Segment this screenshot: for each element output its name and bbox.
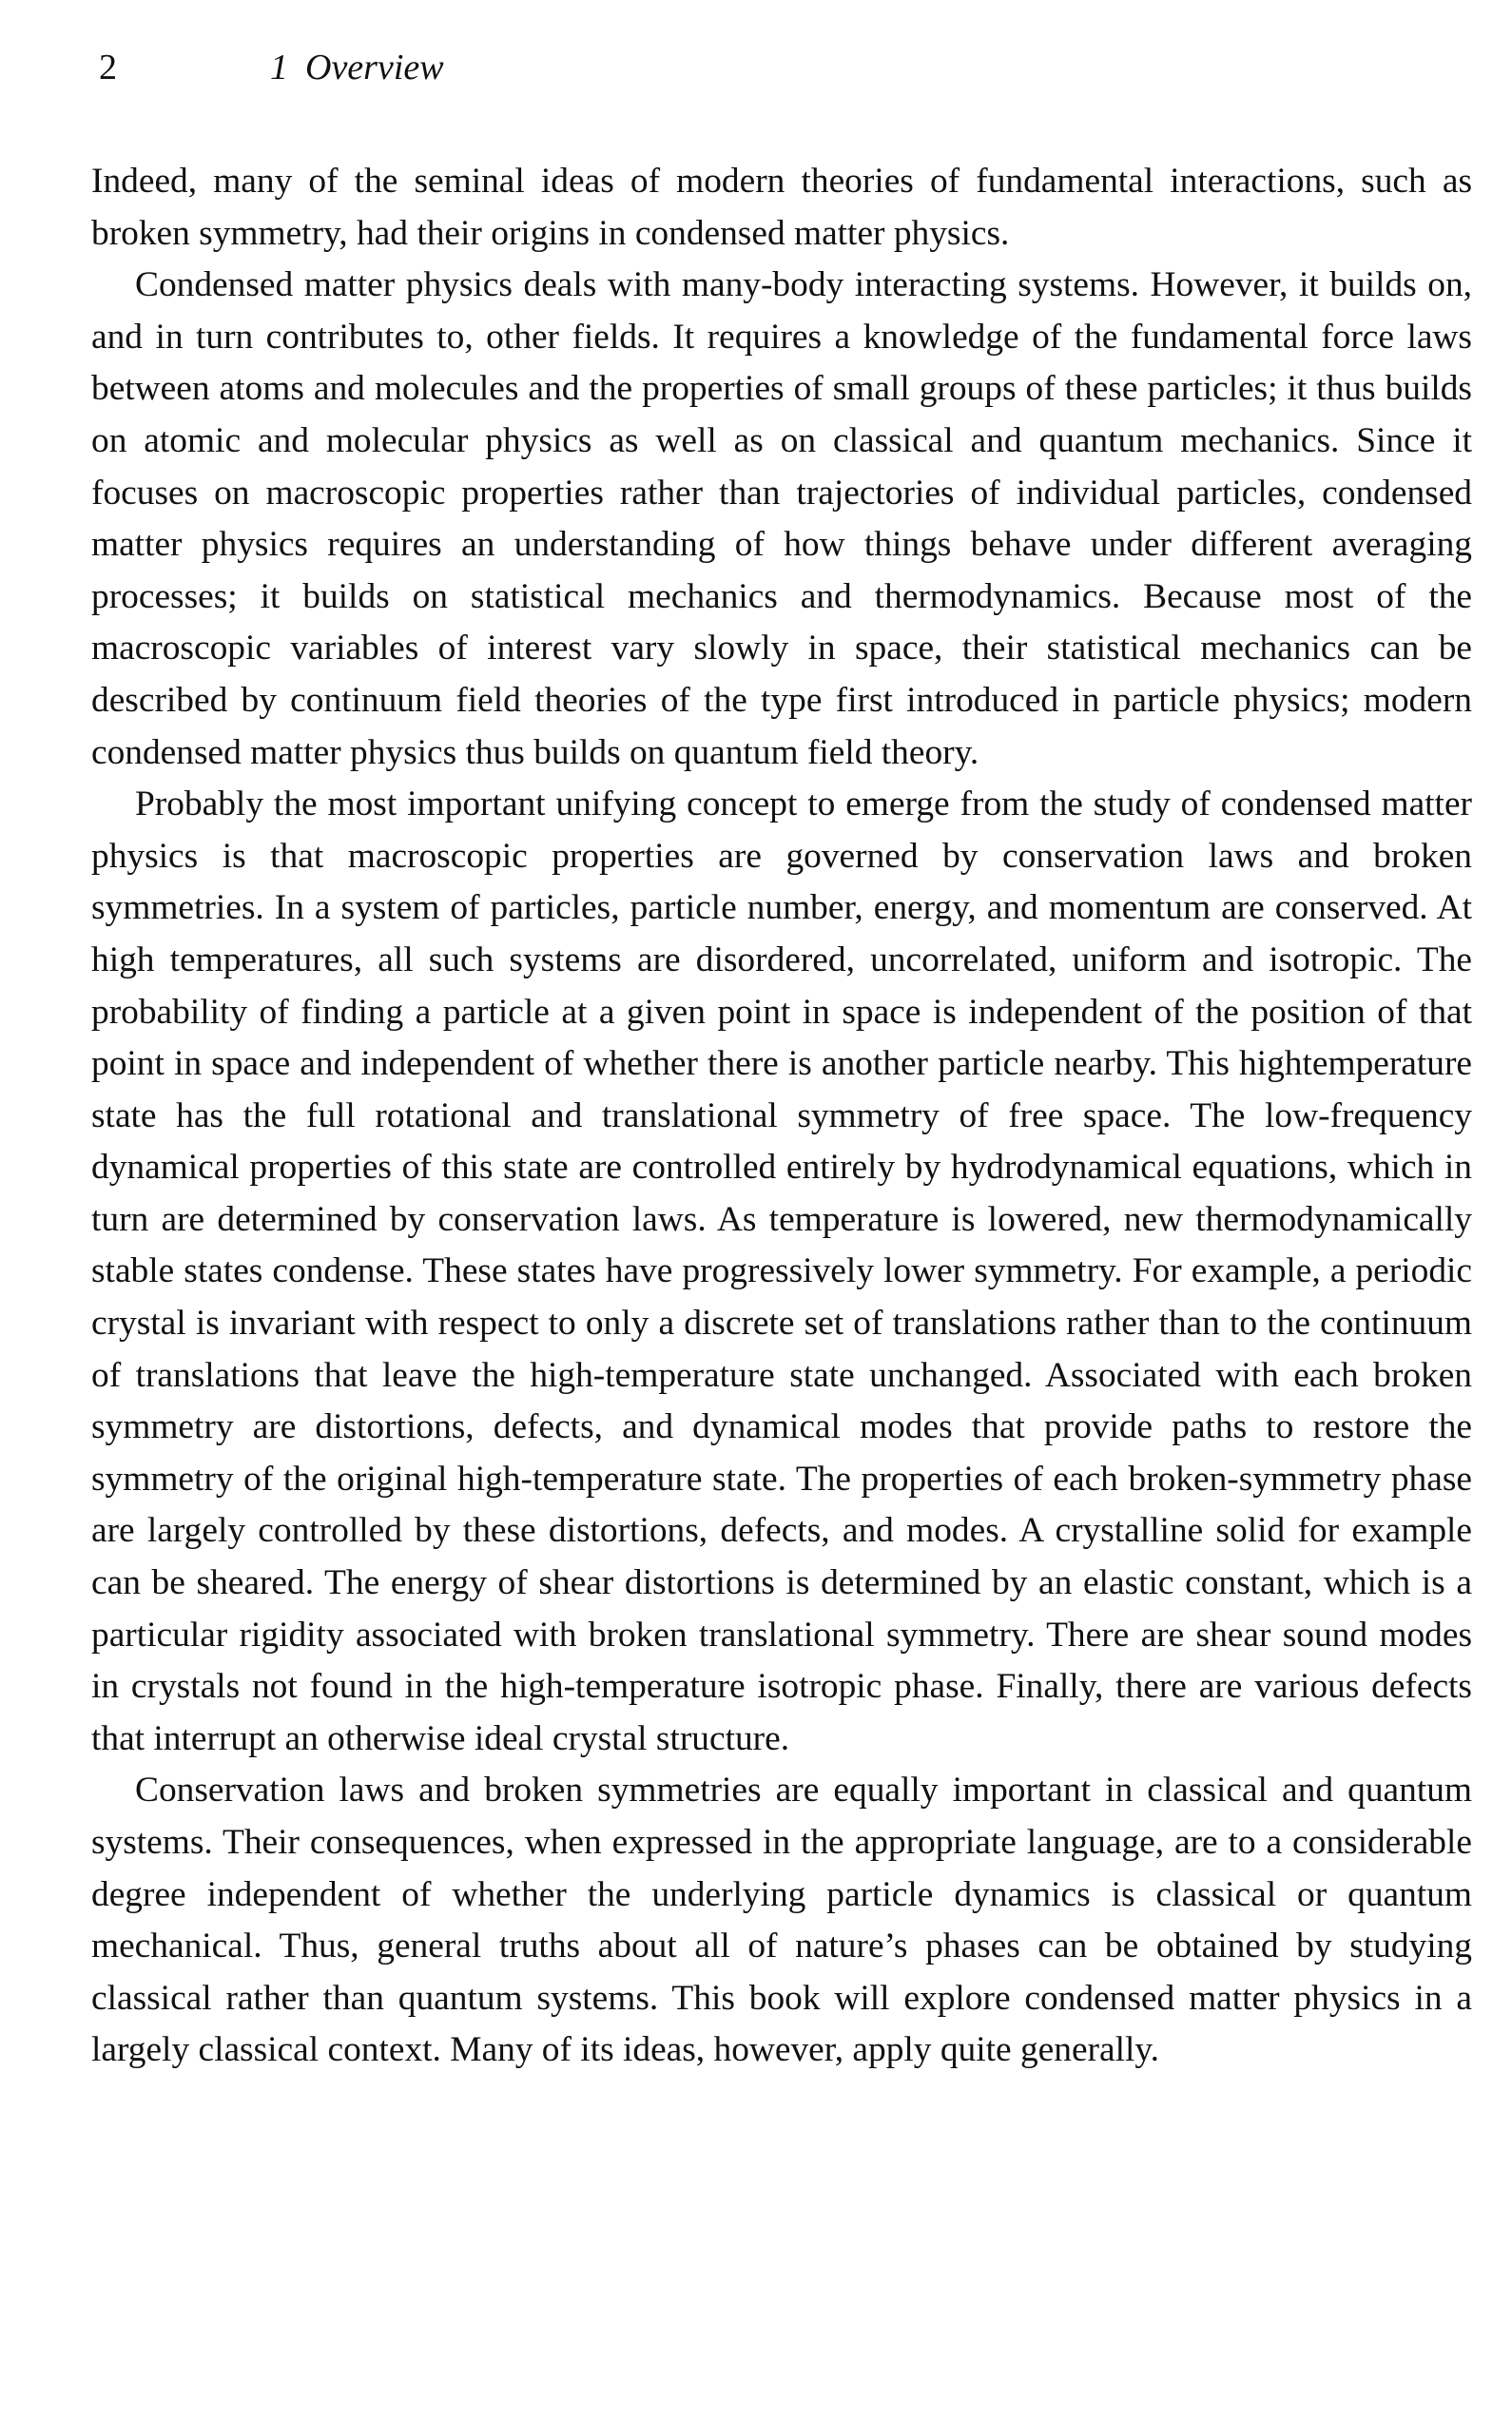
body-text (91, 156, 1472, 2077)
chapter-title: Overview (305, 48, 444, 87)
running-head (99, 49, 444, 86)
paragraph-broken-symmetry: Probably the most important unifying concept to emerge from the study of condensed matter physics is that macroscopic properties are governed by conservation laws and broken symmetries. In a system of particles, particle number, energy, and momentum are conserved. At high temperatures, all such systems are disordered, uncorrelated, uniform and isotropic. The probability of finding a particle at a given point in space is independent of the position of that point in space and independent of whether there is another particle nearby. This hightemperature state has the full rotational and translational symmetry of free space. The low-frequency dynamical properties of this state are controlled entirely by hydrodynamical equations, which in turn are determined by conservation laws. As temperature is lowered, new thermodynamically stable states condense. These states have progressively lower symmetry. For example, a periodic crystal is invariant with respect to only a discrete set of translations rather than to the continuum of translations that leave the high-temperature state unchanged. Associated with each broken symmetry are distortions, defects, and dynamical modes that provide paths to restore the symmetry of the original high-temperature state. The properties of each broken-symmetry phase are largely controlled by these distortions, defects, and modes. A crystalline solid for example can be sheared. The energy of shear distortions is determined by an elastic constant, which is a particular rigidity associated with broken translational symmetry. There are shear sound modes in crystals not found in the high-temperature isotropic phase. Finally, there are various defects that interrupt an otherwise ideal crystal structure. (91, 784, 1472, 1758)
chapter-number: 1 (270, 48, 288, 87)
paragraph-continuation: Indeed, many of the seminal ideas of modern theories of fundamental interactions, such as broken symmetry, had their origins in condensed matter physics. (91, 162, 1472, 253)
paragraph-classical-quantum: Conservation laws and broken symmetries are equally important in classical and quantum systems. Their consequences, when expressed in the appropriate language, are to a considerable degree independent of whether the underlying particle dynamics is classical or quantum mechanical. Thus, general truths about all of nature’s phases can be obtained by studying classical rather than quantum systems. This book will explore condensed matter physics in a largely classical context. Many of its ideas, however, apply quite generally. (91, 1771, 1472, 2070)
page-number: 2 (99, 48, 117, 87)
paragraph-related-fields: Condensed matter physics deals with many-body interacting systems. However, it builds on, and in turn contributes to, other fields. It requires a knowledge of the fundamental force laws between atoms and molecules and the properties of small groups of these particles; it thus builds on atomic and molecular physics as well as on classical and quantum mechanics. Since it focuses on macroscopic properties rather than trajectories of individual particles, condensed matter physics requires an understanding of how things behave under different averaging processes; it builds on statistical mechanics and thermodynamics. Because most of the macroscopic variables of interest vary slowly in space, their statistical mechanics can be described by continuum field theories of the type first introduced in particle physics; modern condensed matter physics thus builds on quantum field theory. (91, 265, 1472, 772)
